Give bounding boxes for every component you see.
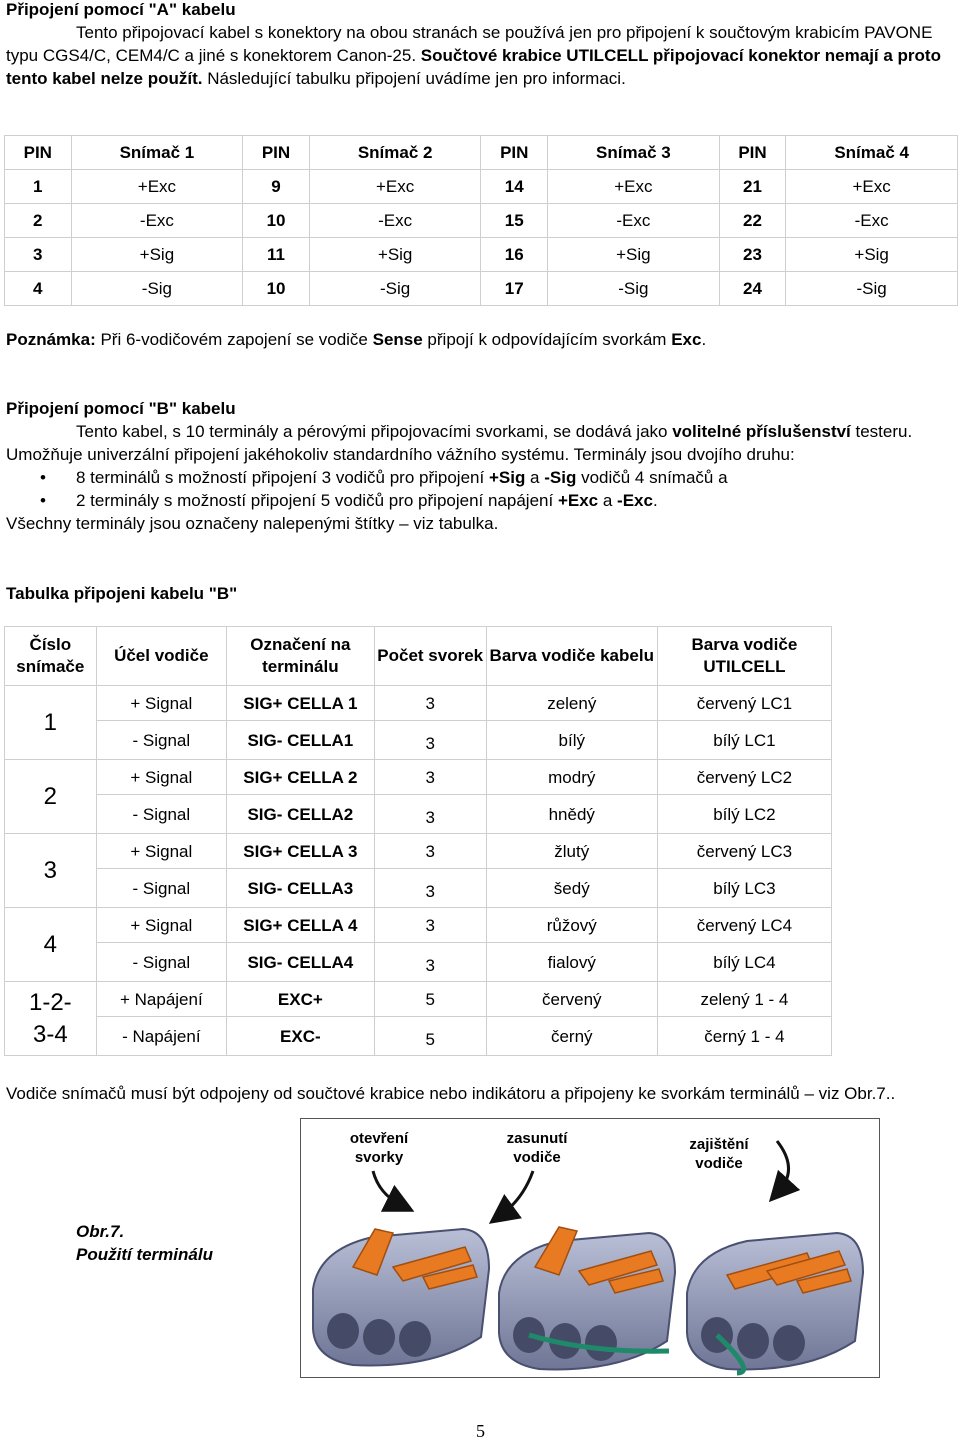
cable-table-row [5, 1017, 832, 1056]
signal-cell: -Sig [309, 272, 481, 306]
clamp-count-cell: 3 [374, 908, 486, 943]
pin-number-cell: 4 [5, 272, 72, 306]
cable-table-row [5, 943, 832, 982]
section-b-closing: Všechny terminály jsou označeny nalepenými štítky – viz tabulka. [6, 514, 499, 533]
cable-color-cell: šedý [486, 869, 657, 908]
terminal-label-cell: SIG- CELLA1 [227, 721, 375, 760]
cable-table-header-cell: Označení na terminálu [227, 627, 375, 686]
purpose-cell: + Signal [96, 908, 226, 943]
utilcell-color-cell: červený LC1 [657, 686, 831, 721]
pin-number-cell: 14 [481, 170, 548, 204]
section-b-paragraph [6, 420, 954, 466]
cable-table-row [5, 869, 832, 908]
terminal-label-cell: EXC+ [227, 982, 375, 1017]
signal-cell: -Exc [309, 204, 481, 238]
pin-table-header-cell: Snímač 1 [71, 136, 243, 170]
table-b-title: Tabulka připojeni kabelu "B" [6, 584, 238, 603]
pin-number-cell: 21 [719, 170, 786, 204]
cable-table-row [5, 795, 832, 834]
signal-cell: +Sig [71, 238, 243, 272]
signal-cell: -Sig [548, 272, 720, 306]
bullet1-mid: a [525, 468, 545, 487]
arrow-lock [777, 1141, 789, 1191]
cable-table-header-row [5, 627, 832, 686]
terminal-label-cell: SIG- CELLA4 [227, 943, 375, 982]
sensor-number-cell: 2 [5, 760, 97, 834]
clamp-count-cell: 3 [374, 721, 486, 760]
signal-cell: +Exc [71, 170, 243, 204]
cable-color-cell: fialový [486, 943, 657, 982]
pin-table-header-row [5, 136, 958, 170]
section-a-text-bold: Součtové krabice UTILCELL připojovací konektor nemají a proto tento kabel nelze použít. [6, 46, 941, 88]
utilcell-color-cell: bílý LC3 [657, 869, 831, 908]
pin-table-header-cell: Snímač 3 [548, 136, 720, 170]
cable-color-cell: zelený [486, 686, 657, 721]
terminal-label-cell: SIG- CELLA3 [227, 869, 375, 908]
pin-number-cell: 9 [243, 170, 310, 204]
section-a-text-start: Tento připojovací kabel s konektory na obou stranách se používá jen pro připojení k součtovým krabicím PAVONE typu CGS4/C, CEM4/C a jiné s konektorem Canon-25. [6, 23, 933, 65]
figure-caption [76, 1220, 213, 1266]
cable-table-row [5, 686, 832, 721]
section-b-heading: Připojení pomocí "B" kabelu [6, 399, 236, 418]
terminal-label-cell: EXC- [227, 1017, 375, 1056]
cable-table-row [5, 908, 832, 943]
signal-cell: -Exc [548, 204, 720, 238]
pin-table-row [5, 170, 958, 204]
section-a-heading: Připojení pomocí "A" kabelu [6, 0, 236, 19]
pin-number-cell: 10 [243, 272, 310, 306]
pin-number-cell: 17 [481, 272, 548, 306]
section-b-text-end: testeru. Umožňuje univerzální připojení jakéhokoliv standardního vážního systému. Terminály jsou dvojího druhu: [6, 422, 913, 464]
clamp-count-cell: 5 [374, 1017, 486, 1056]
bottom-text: Vodiče snímačů musí být odpojeny od součtové krabice nebo indikátoru a připojeny ke svorkám terminálů – viz Obr.7.. [6, 1084, 896, 1103]
pin-table-row [5, 238, 958, 272]
terminal-locked [687, 1233, 863, 1373]
pin-table-row [5, 204, 958, 238]
pin-table-header-cell: PIN [481, 136, 548, 170]
utilcell-color-cell: černý 1 - 4 [657, 1017, 831, 1056]
arrow-open [373, 1171, 401, 1205]
bullet1-start: 8 terminálů s možností připojení 3 vodičů pro připojení [76, 468, 489, 487]
note-text-1: Při 6-vodičovém zapojení se vodiče [95, 330, 373, 349]
purpose-cell: + Signal [96, 760, 226, 795]
purpose-cell: + Signal [96, 834, 226, 869]
cable-color-cell: černý [486, 1017, 657, 1056]
figure-title: Použití terminálu [76, 1245, 213, 1264]
bullet2-start: 2 terminály s možností připojení 5 vodičů pro připojení napájení [76, 491, 558, 510]
bullet1-sig-plus: +Sig [488, 468, 526, 487]
sensor-number-line: 1-2- [28, 988, 72, 1016]
pin-number-cell: 1 [5, 170, 72, 204]
terminal-usage-figure [300, 1118, 880, 1378]
note-exc: Exc [671, 330, 702, 349]
clamp-count-cell: 5 [374, 982, 486, 1017]
pin-number-cell: 15 [481, 204, 548, 238]
purpose-cell: - Signal [96, 869, 226, 908]
cable-color-cell: růžový [486, 908, 657, 943]
terminal-list [6, 466, 954, 512]
clamp-count-cell: 3 [374, 869, 486, 908]
pin-number-cell: 22 [719, 204, 786, 238]
sensor-number-cell: 4 [5, 908, 97, 982]
bullet2-exc-minus: -Exc [617, 491, 653, 510]
utilcell-color-cell: zelený 1 - 4 [657, 982, 831, 1017]
note-sense: Sense [372, 330, 423, 349]
purpose-cell: - Napájení [96, 1017, 226, 1056]
pin-table [4, 135, 958, 306]
pin-table-row [5, 272, 958, 306]
cable-table-row [5, 721, 832, 760]
cable-b-table [4, 626, 832, 1056]
pin-number-cell: 3 [5, 238, 72, 272]
utilcell-color-cell: červený LC3 [657, 834, 831, 869]
pin-table-header-cell: Snímač 2 [309, 136, 481, 170]
sensor-number-cell [5, 982, 97, 1056]
note-text-2: připojí k odpovídajícím svorkám [422, 330, 672, 349]
terminal-label-cell: SIG+ CELLA 4 [227, 908, 375, 943]
signal-cell: -Sig [786, 272, 958, 306]
cable-color-cell: bílý [486, 721, 657, 760]
clamp-count-cell: 3 [374, 943, 486, 982]
terminal-list-item [6, 489, 954, 512]
clamp-count-cell: 3 [374, 686, 486, 721]
signal-cell: +Exc [548, 170, 720, 204]
utilcell-color-cell: bílý LC1 [657, 721, 831, 760]
pin-number-cell: 24 [719, 272, 786, 306]
arrow-insert [501, 1171, 533, 1215]
terminal-label-cell: SIG- CELLA2 [227, 795, 375, 834]
pin-table-header-cell: PIN [243, 136, 310, 170]
pin-table-header-cell: Snímač 4 [786, 136, 958, 170]
section-a [6, 0, 954, 90]
label-insert-wire-line2: vodiče [513, 1149, 561, 1166]
cable-color-cell: žlutý [486, 834, 657, 869]
cable-color-cell: hnědý [486, 795, 657, 834]
pin-number-cell: 2 [5, 204, 72, 238]
signal-cell: -Sig [71, 272, 243, 306]
signal-cell: +Exc [309, 170, 481, 204]
bullet2-end: . [652, 491, 658, 510]
terminal-label-cell: SIG+ CELLA 1 [227, 686, 375, 721]
sensor-number-cell: 1 [5, 686, 97, 760]
terminal-insert [499, 1227, 675, 1369]
label-lock-wire-line1: zajištění [689, 1136, 749, 1153]
terminal-open [313, 1229, 489, 1365]
cable-table-row [5, 760, 832, 795]
note [6, 328, 954, 351]
cable-table-header-cell: Účel vodiče [96, 627, 226, 686]
pin-number-cell: 16 [481, 238, 548, 272]
bullet2-exc-plus: +Exc [557, 491, 599, 510]
clamp-count-cell: 3 [374, 760, 486, 795]
section-a-text-end: Následující tabulku připojení uvádíme jen pro informaci. [202, 69, 626, 88]
terminal-illustration [301, 1119, 879, 1377]
cable-table-row [5, 834, 832, 869]
signal-cell: +Sig [548, 238, 720, 272]
bullet2-mid: a [598, 491, 618, 510]
signal-cell: -Exc [71, 204, 243, 238]
signal-cell: +Sig [786, 238, 958, 272]
note-text-3: . [701, 330, 707, 349]
purpose-cell: - Signal [96, 943, 226, 982]
clamp-count-cell: 3 [374, 834, 486, 869]
figure-number: Obr.7. [76, 1222, 125, 1241]
terminal-label-cell: SIG+ CELLA 2 [227, 760, 375, 795]
utilcell-color-cell: červený LC2 [657, 760, 831, 795]
terminal-list-item [6, 466, 954, 489]
cable-color-cell: červený [486, 982, 657, 1017]
sensor-number-cell: 3 [5, 834, 97, 908]
label-open-clamp-line1: otevření [349, 1130, 409, 1147]
pin-number-cell: 11 [243, 238, 310, 272]
note-label: Poznámka: [6, 330, 96, 349]
purpose-cell: + Signal [96, 686, 226, 721]
utilcell-color-cell: bílý LC2 [657, 795, 831, 834]
purpose-cell: - Signal [96, 721, 226, 760]
purpose-cell: - Signal [96, 795, 226, 834]
cable-table-header-cell: Číslo snímače [5, 627, 97, 686]
utilcell-color-cell: bílý LC4 [657, 943, 831, 982]
sensor-number-line: 3-4 [32, 1020, 68, 1048]
signal-cell: +Exc [786, 170, 958, 204]
cable-table-header-cell: Barva vodiče UTILCELL [657, 627, 831, 686]
utilcell-color-cell: červený LC4 [657, 908, 831, 943]
cable-table-row [5, 982, 832, 1017]
label-open-clamp-line2: svorky [354, 1149, 404, 1166]
pin-table-header-cell: PIN [719, 136, 786, 170]
cable-table-header-cell: Barva vodiče kabelu [486, 627, 657, 686]
label-lock-wire-line2: vodiče [695, 1155, 743, 1172]
cable-color-cell: modrý [486, 760, 657, 795]
terminal-label-cell: SIG+ CELLA 3 [227, 834, 375, 869]
page-number: 5 [476, 1421, 485, 1441]
pin-table-header-cell: PIN [5, 136, 72, 170]
pin-number-cell: 23 [719, 238, 786, 272]
signal-cell: -Exc [786, 204, 958, 238]
clamp-count-cell: 3 [374, 795, 486, 834]
bullet1-end: vodičů 4 snímačů a [576, 468, 728, 487]
signal-cell: +Sig [309, 238, 481, 272]
label-insert-wire-line1: zasunutí [506, 1130, 568, 1147]
pin-number-cell: 10 [243, 204, 310, 238]
purpose-cell: + Napájení [96, 982, 226, 1017]
cable-table-header-cell: Počet svorek [374, 627, 486, 686]
section-a-paragraph [6, 21, 954, 90]
bullet1-sig-minus: -Sig [544, 468, 577, 487]
section-b-text-start: Tento kabel, s 10 terminály a pérovými připojovacími svorkami, se dodává jako [76, 422, 673, 441]
section-b [6, 397, 954, 535]
section-b-text-bold: volitelné příslušenství [672, 422, 851, 441]
